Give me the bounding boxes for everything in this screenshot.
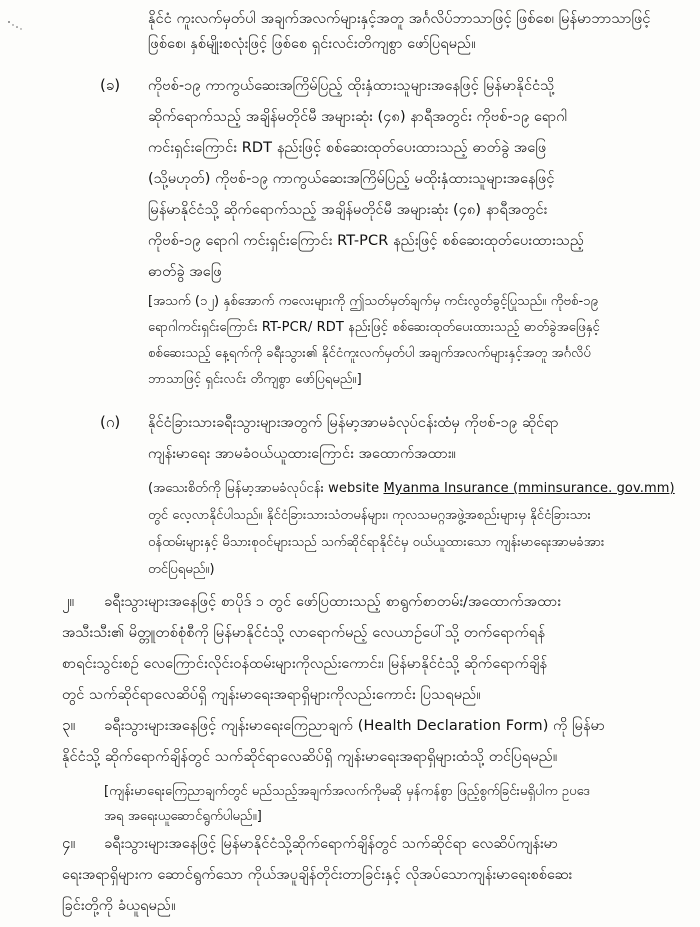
- item-ga-note-line: တင်ပြရမည်။): [148, 562, 215, 577]
- item-kha-line: မြန်မာနိုင်ငံသို့ ဆိုက်ရောက်သည့် အချိန်မတိုင်မီ အများဆုံး (၄၈) နာရီအတွင်း: [148, 202, 548, 218]
- para-3-number: ၃။: [62, 716, 75, 734]
- item-kha-line: ကိုဗစ်-၁၉ ရောဂါ ကင်းရှင်းကြောင်း RT-PCR နည်းဖြင့် စစ်ဆေးထုတ်ပေးထားသည့်: [148, 233, 585, 249]
- para-2-line: တွင် သက်ဆိုင်ရာလေဆိပ်ရှိ ကျန်းမာရေးအရာရှိများကိုလည်းကောင်း ပြသရမည်။: [62, 687, 481, 703]
- item-kha-line: ကင်းရှင်းကြောင်း RDT နည်းဖြင့် စစ်ဆေးထုတ်ပေးထားသည့် ဓာတ်ခွဲ အဖြေ: [148, 140, 547, 156]
- item-kha-line: ဆိုက်ရောက်သည့် အချိန်မတိုင်မီ အများဆုံး (၄၈) နာရီအတွင်း ကိုဗစ်-၁၉ ရောဂါ: [148, 109, 568, 125]
- insurance-website-link[interactable]: Myanma Insurance (mminsurance. gov.mm): [383, 481, 675, 496]
- para-3-line: ခရီးသွားများအနေဖြင့် ကျန်းမာရေးကြေညာချက် (Health Declaration Form) ကို မြန်မာ: [104, 718, 605, 734]
- item-kha-note-line: စစ်ဆေးသည့် နေ့ရက်ကို ခရီးသွား၏ နိုင်ငံကူးလက်မှတ်ပါ အချက်အလက်များနှင့်အတူ အင်္ဂလိပ်: [148, 346, 591, 361]
- intro-line: နိုင်ငံ ကူးလက်မှတ်ပါ အချက်အလက်များနှင့်အတူ အင်္ဂလိပ်ဘာသာဖြင့် ဖြစ်စေ၊ မြန်မာဘာသာဖြင့်: [148, 11, 651, 27]
- para-2-line: စာရင်းသွင်းစဉ် လေကြောင်းလိုင်းဝန်ထမ်းများကိုလည်းကောင်း၊ မြန်မာနိုင်ငံသို့ ဆိုက်ရောက်ချိန်: [62, 656, 548, 672]
- para-4-line: ရေးအရာရှိများက ဆောင်ရွက်သော ကိုယ်အပူချိန်တိုင်းတာခြင်းနှင့် လိုအပ်သောကျန်းမာရေးစစ်ဆေး: [62, 867, 573, 883]
- para-3-line: နိုင်ငံသို့ ဆိုက်ရောက်ချိန်တွင် သက်ဆိုင်ရာလေဆိပ်ရှိ ကျန်းမာရေးအရာရှိများထံသို့ တင်ပြရမည်။: [62, 749, 558, 765]
- item-ga-note-prefix: (အသေးစိတ်ကို မြန်မာ့အာမခံလုပ်ငန်း website: [148, 481, 384, 496]
- item-ga-note-line: ဝန်ထမ်းများနှင့် မိသားစုဝင်များသည် သက်ဆိုင်ရာနိုင်ငံမှ ဝယ်ယူထားသော ကျန်းမာရေးအာမခံအား: [148, 535, 605, 550]
- item-kha-line: ကိုဗစ်-၁၉ ကာကွယ်ဆေးအကြိမ်ပြည့် ထိုးနှံထားသူများအနေဖြင့် မြန်မာနိုင်ငံသို့: [148, 78, 555, 94]
- item-ga-note-line: တွင် လေ့လာနိုင်ပါသည်။ နိုင်ငံခြားသားသံတမန်များ၊ ကုလသမဂ္ဂအဖွဲ့အစည်းများမှ နိုင်ငံခြားသား: [148, 508, 591, 523]
- para-2-number: ၂။: [62, 592, 74, 610]
- para-3-note-line: [ကျန်းမာရေးကြေညာချက်တွင် မည်သည့်အချက်အလက်ကိုမဆို မှန်ကန်စွာ ဖြည့်စွက်ခြင်းမရှိပါက ဥပဒေ: [104, 784, 591, 799]
- item-kha-note-line: ရောဂါကင်းရှင်းကြောင်း RT-PCR/ RDT နည်းဖြင့် စစ်ဆေးထုတ်ပေးထားသည့် ဓာတ်ခွဲအဖြေနှင့်: [148, 320, 600, 335]
- para-4-number: ၄။: [62, 834, 75, 852]
- item-kha-note-line: [အသက် (၁၂) နှစ်အောက် ကလေးများကို ဤသတ်မှတ်ချက်မှ ကင်းလွတ်ခွင့်ပြုသည်။ ကိုဗစ်-၁၉: [148, 294, 599, 309]
- item-kha-line: (သို့မဟုတ်) ကိုဗစ်-၁၉ ကာကွယ်ဆေးအကြိမ်ပြည့် မထိုးနှံထားသူများအနေဖြင့်: [148, 171, 555, 187]
- item-ga-line: နိုင်ငံခြားသားခရီးသွားများအတွက် မြန်မာ့အာမခံလုပ်ငန်းထံမှ ကိုဗစ်-၁၉ ဆိုင်ရာ: [148, 415, 559, 431]
- para-4-line: ခရီးသွားများအနေဖြင့် မြန်မာနိုင်ငံသို့ဆိုက်ရောက်ချိန်တွင် သက်ဆိုင်ရာ လေဆိပ်ကျန်းမာ: [104, 836, 558, 852]
- para-2-line: အသီးသီး၏ မိတ္တူတစ်စုံစီကို မြန်မာနိုင်ငံသို့ လာရောက်မည့် လေယာဉ်ပေါ်သို့ တက်ရောက်ရန်: [62, 625, 545, 641]
- intro-line: ဖြစ်စေ၊ နှစ်မျိုးစလုံးဖြင့် ဖြစ်စေ ရှင်းလင်းတိကျစွာ ဖော်ပြရမည်။: [148, 36, 476, 52]
- para-2-line: ခရီးသွားများအနေဖြင့် စာပိုဒ် ၁ တွင် ဖော်ပြထားသည့် စာရွက်စာတမ်း/အထောက်အထား: [104, 594, 561, 610]
- item-kha-note-line: ဘာသာဖြင့် ရှင်းလင်း တိကျစွာ ဖော်ပြရမည်။]: [148, 372, 362, 387]
- item-ga-line: ကျန်းမာရေး အာမခံဝယ်ယူထားကြောင်း အထောက်အထား။: [148, 446, 456, 462]
- item-ga-number: (ဂ): [100, 413, 121, 431]
- para-4-line: ခြင်းတို့ကို ခံယူရမည်။: [62, 898, 176, 914]
- item-ga-note-first-line: [148, 479, 675, 499]
- scan-speck-mark: [6, 18, 24, 32]
- item-kha-number: (ခ): [100, 76, 121, 94]
- item-kha-line: ဓာတ်ခွဲ အဖြေ: [148, 264, 222, 280]
- para-3-note-line: အရ အရေးယူဆောင်ရွက်ပါမည်။]: [104, 809, 262, 824]
